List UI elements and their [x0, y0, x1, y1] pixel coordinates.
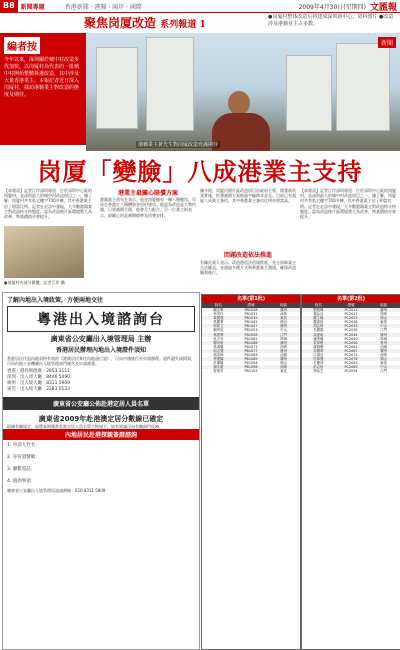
table-cell: 廣州 [380, 332, 388, 337]
table-cell: PC2072 [344, 353, 358, 358]
table-cell: PB1058 [244, 332, 258, 337]
building-shape [146, 37, 194, 131]
table-cell: PC2039 [344, 328, 358, 333]
table-cell: PB1072 [244, 344, 258, 349]
table-cell: 杜偉強 [313, 357, 324, 362]
building-shape [96, 47, 138, 129]
table-cell: PB1042 [244, 320, 258, 325]
advert-title: 粵港出入境諮詢台 [7, 306, 195, 332]
table-cell: 深圳 [280, 344, 288, 349]
table-cell: 佛山 [280, 361, 288, 366]
table-cell: PB1061 [244, 336, 258, 341]
table-cell: PB1035 [244, 316, 258, 321]
table-cell: 李美玲 [213, 312, 224, 317]
advert-subtitle: 香港居民辦理內地出入境證件須知 [55, 347, 146, 354]
header-links[interactable]: 香港新聞 · 港聞 · 兩岸 · 國際 [64, 3, 142, 11]
hotline-list [3, 367, 199, 395]
table-title: 名單(第2批) [302, 295, 400, 303]
table-cell: 中山 [280, 328, 288, 333]
table-cell: 珠海 [380, 336, 388, 341]
table-cell: PB1089 [244, 357, 258, 362]
table-cell: 方麗萍 [313, 361, 324, 366]
table-cell: 廣州 [280, 357, 288, 362]
advert-kicker: 了解內地出入境政策，方便兩地交往 [7, 297, 104, 304]
table-cell: 蔡俊傑 [213, 357, 224, 362]
table-cell: PC2089 [344, 365, 358, 370]
editor-note-panel [0, 33, 86, 145]
building-shape [286, 55, 332, 131]
table-row [202, 369, 300, 373]
table-body [202, 308, 300, 374]
table-cell: 徐詠芝 [313, 369, 324, 374]
table-cell: 深圳 [280, 312, 288, 317]
hotline-item: 東莞 · 出入境大廳 : 2283 0133 [7, 386, 70, 392]
table-cell: PB1031 [244, 312, 258, 317]
table-cell: 張麗華 [213, 320, 224, 325]
table-cell: 袁家俊 [313, 340, 324, 345]
table-cell: PC2028 [344, 320, 358, 325]
table-title: 名單(第1批) [202, 295, 300, 303]
table-cell: 廣州 [280, 308, 288, 312]
inset-photo-caption: ●岗厦村內部分舊樓。記者江岸 攝 [4, 280, 65, 285]
table-cell: 惠州 [380, 340, 388, 345]
table-cell: 廣州 [380, 348, 388, 353]
form-field[interactable]: 1. 申請人姓名： [7, 443, 40, 449]
hero-caption: 港籍業主黃先生對岗厦改造充滿期待 [138, 142, 219, 148]
hotline-item: 香港 · 港島辦理處 : 2853 3111 [7, 368, 70, 374]
hotline-item: 廣州 · 出入境大廳 : 8311 5909 [7, 380, 70, 386]
table-cell: 周志強 [213, 348, 224, 353]
series-title [84, 14, 206, 31]
table-cell: PB1053 [244, 328, 258, 333]
column-header: 地區 [280, 303, 288, 307]
inquiry-form [3, 440, 199, 488]
column-header: 姓名 [214, 303, 222, 307]
table-cell: 深圳 [380, 312, 388, 317]
table-cell: 林建華 [213, 332, 224, 337]
editor-note-text: 今年以來，深圳關於城中村改造步伐加快，以岗厦村為代表的一批城中村開始整體拆遷改造，其中涉及大量香港業主。本報記者近日深入岗厦村，採訪港籍業主對改造的態度及期待。 [4, 57, 80, 98]
table-cell: 鄭家豪 [213, 340, 224, 345]
table-cell: PB1066 [244, 340, 258, 345]
table-cell: 蘇文傑 [313, 316, 324, 321]
table-cell: PB1103 [244, 369, 258, 374]
table-cell: PC2056 [344, 340, 358, 345]
table-cell: 何偉文 [213, 324, 224, 329]
column-header: 證號 [247, 303, 255, 307]
body-column-4: 有關負責人表示，改造將依法依規推進，充分保障業主合法權益，並通過多種方式與香港業主溝通，確保改造順利進行。 [200, 260, 296, 276]
table-cell: 鄧振輝 [313, 308, 324, 312]
body-column-5: 【本報訊】記者江岸深圳報道：位於深圳中心區的岗厦村，是深圳最大的城中村改造項目之一。據了解，岗厦村共有私宅樓宇700多棟，其中香港業主佔了相當比例。記者在走訪中發現，大多數港籍業主對改造持支持態度，認為改造後片區環境將大為改善，物業價值亦會提升。 [300, 188, 396, 220]
form-field[interactable]: 4. 諮詢事項： [7, 479, 36, 485]
table-cell: 廣州 [280, 324, 288, 329]
table-cell: PB1028 [244, 308, 258, 312]
table-cell: 劉秀英 [213, 328, 224, 333]
table-cell: PC2022 [344, 316, 358, 321]
hero-tag: 新聞 [378, 37, 396, 48]
table-cell: 深圳 [280, 365, 288, 370]
body-column-2: 港籍業主黃先生表示，他在岗厦擁有一棟六層樓房，早年在香港打工積攢資金回村建房。他認為改造是大勢所趨，只要補償合理，他會全力配合。另一位業主則表示，最關心的是補償標準及回遷安排。 [100, 197, 196, 218]
table-cell: 中山 [380, 324, 388, 329]
table-cell: 東莞 [280, 316, 288, 321]
table-cell: 汕頭 [280, 353, 288, 358]
table-cell: 東莞 [280, 369, 288, 374]
table-cell: PC2067 [344, 348, 358, 353]
table-cell: 黃國強 [213, 316, 224, 321]
hero-photo [86, 33, 400, 151]
table-cell: 潘美儀 [313, 336, 324, 341]
subhead-1: 港業主最關心賠償方案 [117, 190, 178, 197]
table-cell: PB1077 [244, 348, 258, 353]
table-cell: 珠海 [280, 336, 288, 341]
table-cell: 汕頭 [380, 344, 388, 349]
table-cell: 陳志明 [213, 308, 224, 312]
table-cell: 江門 [380, 328, 388, 333]
issue-date: 2009年4月30日(星期四) [298, 3, 366, 11]
table-body [302, 308, 400, 374]
building-shape [336, 43, 390, 131]
notice-bar: 廣東省公安廳公佈赴港定居人員名單 [3, 397, 199, 410]
column-header: 證號 [347, 303, 355, 307]
name-list-table-2 [301, 294, 400, 650]
table-row [302, 369, 400, 373]
table-cell: 羅嘉欣 [313, 320, 324, 325]
series-title-sub: 系列報道 1 [160, 20, 206, 30]
table-cell: 中山 [380, 365, 388, 370]
inset-photo [4, 226, 84, 285]
table-cell: 謝永康 [213, 365, 224, 370]
table-cell: PB1083 [244, 353, 258, 358]
table-cell: 惠州 [280, 348, 288, 353]
table-cell: PC2061 [344, 344, 358, 349]
subhead-2: 問題改造依法推進 [223, 252, 272, 259]
table-cell: PC2050 [344, 336, 358, 341]
form-field[interactable]: 2. 身份證號碼： [7, 455, 40, 461]
table-cell: PC2083 [344, 361, 358, 366]
editor-note-badge: 編者按 [4, 37, 40, 54]
table-cell: PB1094 [244, 361, 258, 366]
table-cell: 盧佩珊 [313, 344, 324, 349]
table-cell: 廣州 [380, 308, 388, 312]
table-cell: PB1047 [244, 324, 258, 329]
table-cell: 佛山 [380, 357, 388, 362]
page-header [0, 0, 400, 13]
table-cell: PC2044 [344, 332, 358, 337]
advert-organizer: 廣東省公安廳出入境管理局 主辦 [50, 335, 152, 343]
section-label: 新聞專題 [20, 3, 45, 11]
advert-footer: 廣東省公安廳出入境管理局諮詢熱線 : 020 8311 5909 [7, 488, 106, 494]
table-cell: 朱麗娟 [313, 328, 324, 333]
form-bar: 內地居民赴港探親簽證諮詢 [3, 429, 199, 440]
column-header: 地區 [380, 303, 388, 307]
immigration-advert [2, 292, 200, 650]
table-cell: 葉詠詩 [313, 312, 324, 317]
table-cell: PC2094 [344, 369, 358, 374]
notice-subtitle: 廣東省2009年赴港澳定居分數線已確定 [38, 414, 164, 423]
side-note: ●岗厦村整体改造后将建成深圳新中心。资料图片 ●改造涉及港籍业主占多数。 [268, 14, 394, 27]
masthead-logo: 文匯報 [369, 2, 397, 13]
table-cell: 曾惠芳 [213, 369, 224, 374]
table-cell: PC2011 [344, 308, 358, 312]
table-cell: 江門 [280, 332, 288, 337]
table-cell: 佛山 [380, 316, 388, 321]
table-cell: PC2017 [344, 312, 358, 317]
table-cell: 馮美珍 [213, 353, 224, 358]
table-cell: 吳少芬 [213, 336, 224, 341]
body-column-1: 【本報訊】記者江岸深圳報道：位於深圳中心區的岗厦村，是深圳最大的城中村改造項目之一。據了解，岗厦村共有私宅樓宇700多棟，其中香港業主佔了相當比例。記者在走訪中發現，大多數港籍業主對改造持支持態度，認為改造後片區環境將大為改善，物業價值亦會提升。 [4, 188, 92, 220]
form-field[interactable]: 3. 聯繫電話： [7, 467, 36, 473]
body-column-3: 據介紹，岗厦河園片區改造項目由政府主導，開發商負責實施，拆遷補償方案經過多輪徵求意見。目前已有超過八成業主簽約，其中香港業主簽約比例亦相當高。 [200, 188, 296, 204]
table-cell: 江淑貞 [313, 353, 324, 358]
table-cell: 高建明 [313, 332, 324, 337]
name-list-table-1 [201, 294, 301, 650]
series-title-main: 聚焦岗厦改造 [84, 16, 157, 30]
table-cell: 許潔儀 [213, 361, 224, 366]
table-cell: PB1098 [244, 365, 258, 370]
table-cell: PC2078 [344, 357, 358, 362]
table-cell: 廣州 [280, 340, 288, 345]
advert-text: 香港居民往返內地須持有效的《港澳居民來往內地通行證》，可向中國旅行社申請辦理。證件遺失或損毀，可向內地公安機關出入境管理部門報告及申請補發。 [7, 356, 195, 367]
page-number: B8 [0, 0, 18, 12]
table-cell: 江門 [380, 369, 388, 374]
table-cell: 彭志豪 [313, 365, 324, 370]
notice-text: 根據有關規定，現將本期獲准赴港定居人員名單公佈如下，如有異議可向有關部門反映。 [7, 423, 163, 429]
table-cell: 胡志偉 [313, 324, 324, 329]
table-cell: 深圳 [380, 353, 388, 358]
table-cell: PC2033 [344, 324, 358, 329]
table-cell: 梁淑儀 [213, 344, 224, 349]
table-cell: 余國華 [313, 348, 324, 353]
main-headline: 岗厦「變臉」八成港業主支持 [37, 157, 363, 186]
table-cell: 東莞 [380, 320, 388, 325]
table-cell: 佛山 [280, 320, 288, 325]
column-header: 姓名 [314, 303, 322, 307]
table-cell: 東莞 [380, 361, 388, 366]
hotline-item: 深圳 · 出入境大廳 : 8446 5490 [7, 374, 70, 380]
